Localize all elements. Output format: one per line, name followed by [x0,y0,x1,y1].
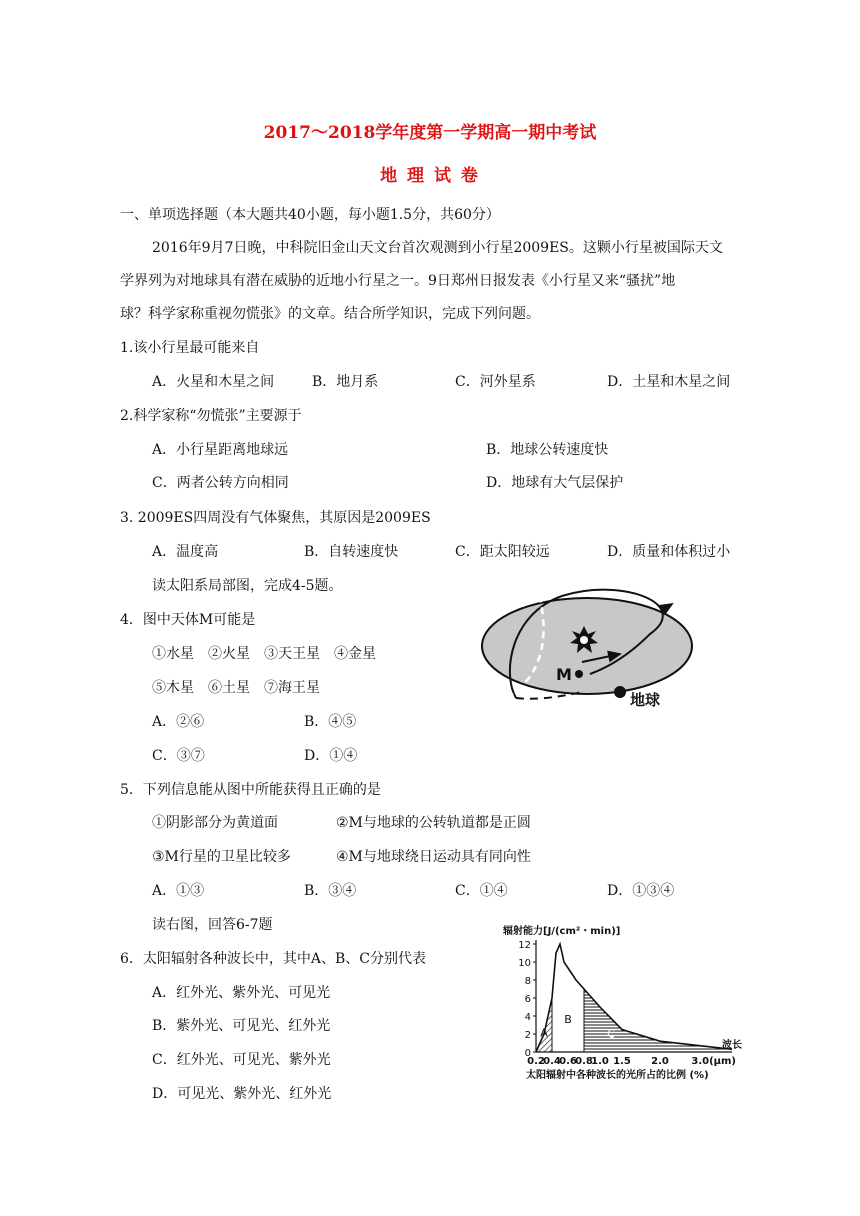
q5-option-a: A．①③ [152,883,205,899]
q2-stem: 2.科学家称“勿慌张”主要源于 [120,408,302,424]
q4-option-b: B．④⑤ [304,714,357,730]
direction-arrow-2 [662,604,672,610]
q2-option-b: B．地球公转速度快 [486,442,609,458]
q5-choice-1: ①阴影部分为黄道面 [152,815,278,831]
q5-stem: 5．下列信息能从图中所能获得且正确的是 [120,782,381,798]
section-heading: 一、单项选择题（本大题共40小题，每小题1.5分，共60分） [120,207,500,223]
q6-option-c: C．红外光、可见光、紫外光 [152,1052,331,1068]
q5-choice-2: ②M与地球的公转轨道都是正圆 [336,815,531,831]
q6-option-d: D．可见光、紫外光、红外光 [152,1086,332,1102]
q5-option-c: C．①④ [455,883,508,899]
y-tick-label: 4 [524,1012,531,1023]
earth-icon [614,686,626,698]
x-tick-label: 0.4 [543,1056,561,1067]
label-m: M [556,665,572,684]
x-tick-label: 2.0 [651,1056,669,1067]
exam-title: 2017～2018学年度第一学期高一期中考试 [263,123,597,143]
q1-option-d: D．土星和木星之间 [607,374,731,390]
q2-option-c: C．两者公转方向相同 [152,475,289,491]
q4-choices-2: ⑤木星 ⑥土星 ⑦海王星 [152,680,320,696]
y-tick-label: 6 [524,994,531,1005]
q4-option-c: C．③⑦ [152,748,205,764]
q5-option-b: B．③④ [304,883,357,899]
q6-option-b: B．紫外光、可见光、红外光 [152,1018,331,1034]
q4-stem: 4．图中天体M可能是 [120,612,256,628]
q3-option-d: D．质量和体积过小 [607,544,731,560]
q5-option-d: D．①③④ [607,883,675,899]
q1-option-b: B．地月系 [312,374,379,390]
chart-x-axis-label: 波长 [722,1040,742,1051]
passage-line-3: 球？科学家称重视勿慌张》的文章。结合所学知识，完成下列问题。 [120,306,540,322]
q3-stem: 3. 2009ES四周没有气体聚焦，其原因是2009ES [120,510,431,526]
region-label-c: C [607,1027,615,1041]
x-tick-label: 0.2 [527,1056,545,1067]
passage-line-1: 2016年9月7日晚，中科院旧金山天文台首次观测到小行星2009ES。这颗小行星被国际天文 [152,240,723,256]
y-tick-label: 2 [524,1030,531,1041]
intro-6-7: 读右图，回答6-7题 [152,917,273,933]
solar-system-diagram [472,574,712,719]
region-c [584,989,732,1052]
y-tick-label: 10 [518,958,531,969]
q1-stem: 1.该小行星最可能来自 [120,340,260,356]
planet-m [575,670,583,678]
x-tick-label: 0.8 [575,1056,593,1067]
exam-subtitle: 地 理 试 卷 [380,166,480,186]
q3-option-a: A．温度高 [152,544,219,560]
q1-option-c: C．河外星系 [455,374,536,390]
solar-radiation-chart [498,922,768,1082]
intro-4-5: 读太阳系局部图，完成4-5题。 [152,578,343,594]
q6-stem: 6．太阳辐射各种波长中，其中A、B、C分别代表 [120,951,427,967]
y-tick-label: 8 [524,976,531,987]
chart-xlabel: 太阳辐射中各种波长的光所占的比例 (%) [526,1070,709,1081]
label-earth: 地球 [630,691,661,709]
q3-option-c: C．距太阳较远 [455,544,550,560]
q4-option-d: D．①④ [304,748,358,764]
q3-option-b: B．自转速度快 [304,544,399,560]
x-tick-label: 0.6 [559,1056,577,1067]
q1-option-a: A．火星和木星之间 [152,374,275,390]
q6-option-a: A．红外光、紫外光、可见光 [152,985,331,1001]
y-tick-label: 0 [524,1048,531,1059]
q2-option-a: A．小行星距离地球远 [152,442,289,458]
x-tick-label: 1.0 [591,1056,609,1067]
x-tick-label: 1.5 [613,1056,631,1067]
q5-choice-4: ④M与地球绕日运动具有同向性 [336,849,531,865]
y-tick-label: 12 [518,940,531,951]
chart-ylabel: 辐射能力[J/(cm²・min)] [503,926,621,937]
q2-option-d: D．地球有大气层保护 [486,475,624,491]
x-unit-label: 3.0(μm) [691,1056,736,1067]
q4-choices-1: ①水星 ②火星 ③天王星 ④金星 [152,646,376,662]
region-b [552,944,584,1052]
q5-choice-3: ③M行星的卫星比较多 [152,849,291,865]
passage-line-2: 学界列为对地球具有潜在威胁的近地小行星之一。9日郑州日报发表《小行星又来“骚扰”地 [120,273,676,289]
region-label-b: B [564,1013,572,1027]
q4-option-a: A．②⑥ [152,714,205,730]
region-label-a: A [540,1026,548,1040]
